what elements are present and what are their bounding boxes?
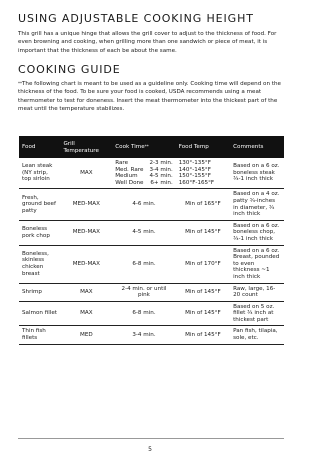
table-row <box>19 245 284 283</box>
table-row <box>19 158 284 189</box>
cell-cook-time: 6-8 min. <box>112 245 176 283</box>
section-title-cooking-guide: COOKING GUIDE <box>18 63 121 76</box>
cell-grill-temp: MED-MAX <box>60 189 112 220</box>
adjustable-height-paragraph: This grill has a unique hinge that allows the grill cover to adjust to the thickness of food. For even browning and cooking, when grilling more than one sandwich or piece of meat, it is important that the thickness of each be about the same. <box>18 31 277 54</box>
table-row <box>19 326 284 344</box>
cell-cook-time: 2-4 min. or until pink <box>112 283 176 301</box>
header-comments: Comments <box>230 136 284 158</box>
table-header-row <box>19 136 284 158</box>
cell-grill-temp: MED-MAX <box>60 220 112 245</box>
cell-food-temp: Min of 170°F <box>176 245 230 283</box>
footer-divider <box>18 438 284 439</box>
cell-comments: Pan fish, tilapia, sole, etc. <box>230 326 284 344</box>
cell-food-temp: Min of 145°F <box>176 220 230 245</box>
cell-food-temp: Min of 165°F <box>176 189 230 220</box>
page-number: 5 <box>148 446 152 453</box>
cell-cook-time: 4-6 min. <box>112 189 176 220</box>
doneness-level: Med. Rare <box>115 166 144 173</box>
cell-grill-temp: MAX <box>60 283 112 301</box>
cell-comments: Based on 5 oz. fillet ¾ inch at thickest part <box>230 301 284 326</box>
cell-comments: Based on a 6 oz. boneless steak ¾-1 inch thick <box>230 158 284 189</box>
doneness-level: Medium <box>115 173 138 180</box>
cell-comments: Based on a 6 oz. boneless chop, ¾-1 inch thick <box>230 220 284 245</box>
cell-food-temp <box>176 158 230 189</box>
cell-grill-temp: MAX <box>60 301 112 326</box>
doneness-level: Well Done <box>115 179 144 186</box>
cell-food-temp: Min of 145°F <box>176 301 230 326</box>
cell-cook-time: 4-5 min. <box>112 220 176 245</box>
cell-cook-time: 6-8 min. <box>112 301 176 326</box>
doneness-time: 2-3 min. <box>149 160 173 166</box>
cell-comments: Based on a 4 oz. patty ¾-inches in diameter, ¾ inch thick <box>230 189 284 220</box>
table-row <box>19 301 284 326</box>
food-temp-line: 140°-145°F <box>178 166 211 173</box>
header-grill-temperature: Grill Temperature <box>60 136 112 158</box>
cooking-guide-table <box>19 136 284 345</box>
cell-food: Lean steak (NY strip, top sirloin <box>19 158 60 189</box>
cell-food: Salmon fillet <box>19 301 60 326</box>
cell-food-temp: Min of 145°F <box>176 283 230 301</box>
header-cook-time-mark: ** <box>144 144 149 150</box>
header-cook-time <box>112 136 176 158</box>
food-temp-line: 160°F-165°F <box>178 179 215 186</box>
cell-food: Fresh, ground beef patty <box>19 189 60 220</box>
cell-food: Boneless, skinless chicken breast <box>19 245 60 283</box>
table-row <box>19 189 284 220</box>
table-row <box>19 283 284 301</box>
footnote-mark: ** <box>18 81 22 86</box>
food-temp-line: 130°-135°F <box>178 160 211 166</box>
doneness-time: 4-5 min. <box>149 173 173 180</box>
cell-food-temp: Min of 145°F <box>176 326 230 344</box>
cooking-guide-text: The following chart is meant to be used as a guideline only. Cooking time will depend on the thickness of the food. To be sure your food is cooked, USDA recommends using a meat thermometer to test for doneness. Insert the meat thermometer into the thickest part of the meat until the temperature stabilizes. <box>18 81 281 112</box>
doneness-level: Rare <box>115 160 129 166</box>
cook-time-doneness-list <box>115 160 173 186</box>
cell-grill-temp: MED <box>60 326 112 344</box>
cell-food: Boneless pork chop <box>19 220 60 245</box>
cooking-guide-paragraph <box>18 80 286 113</box>
table-row <box>19 220 284 245</box>
cell-food: Thin fish fillets <box>19 326 60 344</box>
cell-comments: Raw, large, 16-20 count <box>230 283 284 301</box>
header-cook-time-label: Cook Time <box>115 144 145 151</box>
header-food: Food <box>19 136 60 158</box>
food-temp-line: 150°-155°F <box>178 173 211 180</box>
cell-food: Shrimp <box>19 283 60 301</box>
doneness-time: 6+ min. <box>150 179 173 186</box>
cell-grill-temp: MAX <box>60 158 112 189</box>
cell-cook-time: 3-4 min. <box>112 326 176 344</box>
header-food-temp: Food Temp <box>176 136 230 158</box>
cell-cook-time <box>112 158 176 189</box>
doneness-time: 3-4 min. <box>149 166 173 173</box>
section-title-adjustable-height: USING ADJUSTABLE COOKING HEIGHT <box>18 12 254 25</box>
cell-comments: Based on a 6 oz. Breast, pounded to even thickness ~1 inch thick <box>230 245 284 283</box>
cell-grill-temp: MED-MAX <box>60 245 112 283</box>
